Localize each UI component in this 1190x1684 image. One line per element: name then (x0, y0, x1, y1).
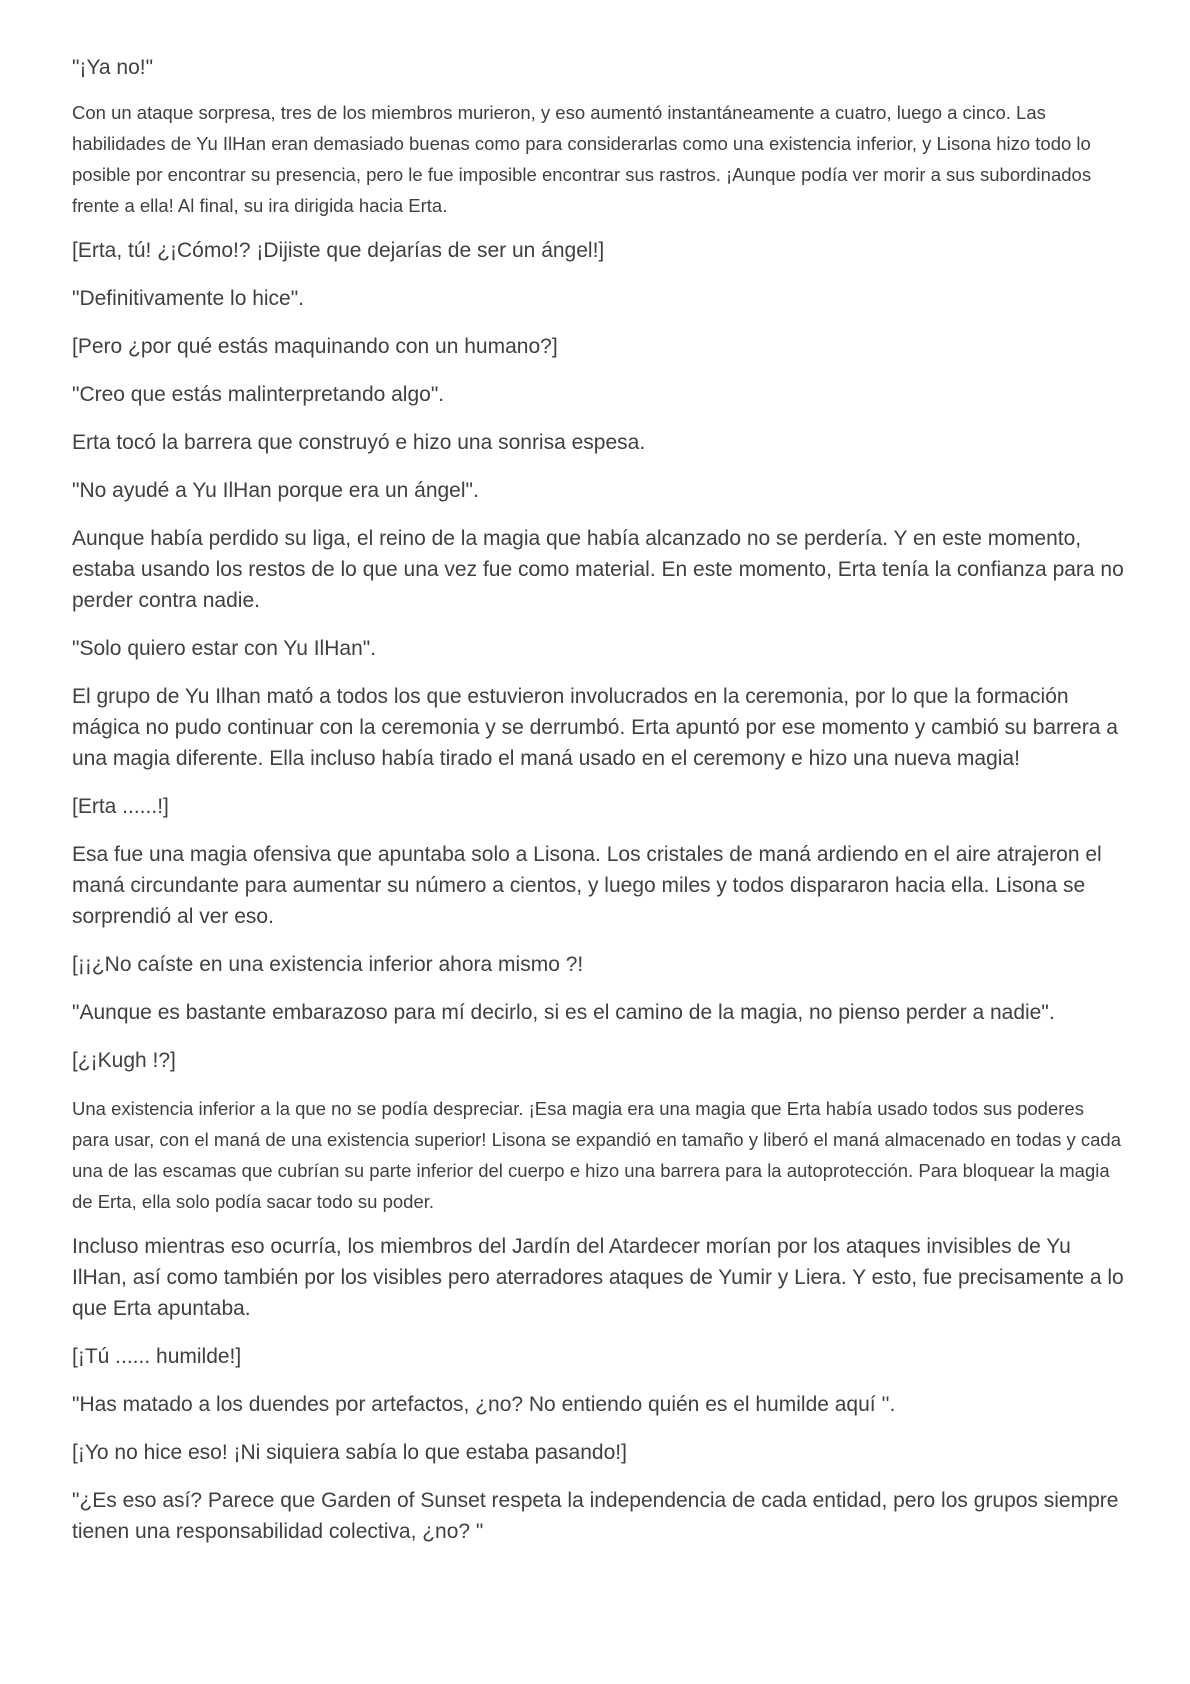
paragraph-3: [Erta, tú! ¿¡Cómo!? ¡Dijiste que dejarías de ser un ángel!] (72, 239, 605, 262)
paragraph-15: "Aunque es bastante embarazoso para mí decirlo, si es el camino de la magia, no pienso perder a nadie". (72, 1001, 1055, 1024)
paragraph-17: Una existencia inferior a la que no se podía despreciar. ¡Esa magia era una magia que Erta había usado todos sus poderes para usar, con el maná de una existencia superior! Lisona se expandió en tamaño y liberó el maná almacenado en todas y cada una de las escamas que cubrían su parte inferior del cuerpo e hizo una barrera para la autoprotección. Para bloquear la magia de Erta, ella solo podía sacar todo su poder. (72, 1098, 1121, 1212)
paragraph-18: Incluso mientras eso ocurría, los miembros del Jardín del Atardecer morían por los ataques invisibles de Yu IlHan, así como también por los visibles pero aterradores ataques de Yumir y Liera. Y esto, fue precisamente a lo que Erta apuntaba. (72, 1235, 1124, 1320)
document-page (72, 52, 1124, 1564)
paragraph-19: [¡Tú ...... humilde!] (72, 1345, 242, 1368)
paragraph-20: "Has matado a los duendes por artefactos, ¿no? No entiendo quién es el humilde aquí ''. (72, 1393, 896, 1416)
paragraph-22: "¿Es eso así? Parece que Garden of Sunset respeta la independencia de cada entidad, pero los grupos siempre tienen una responsabilidad colectiva, ¿no? " (72, 1489, 1119, 1543)
paragraph-12: [Erta ......!] (72, 795, 169, 818)
paragraph-9: Aunque había perdido su liga, el reino de la magia que había alcanzado no se perdería. Y en este momento, estaba usando los restos de lo que una vez fue como material. En este momento, Erta tenía la confianza para no perder contra nadie. (72, 527, 1124, 612)
paragraph-1: "¡Ya no!" (72, 56, 154, 79)
paragraph-10: "Solo quiero estar con Yu IlHan". (72, 637, 377, 660)
paragraph-2: Con un ataque sorpresa, tres de los miembros murieron, y eso aumentó instantáneamente a cuatro, luego a cinco. Las habilidades de Yu IlHan eran demasiado buenas como para considerarlas como una existencia inferior, y Lisona hizo todo lo posible por encontrar su presencia, pero le fue imposible encontrar sus rastros. ¡Aunque podía ver morir a sus subordinados frente a ella! Al final, su ira dirigida hacia Erta. (72, 102, 1092, 216)
paragraph-13: Esa fue una magia ofensiva que apuntaba solo a Lisona. Los cristales de maná ardiendo en el aire atrajeron el maná circundante para aumentar su número a cientos, y luego miles y todos dispararon hacia ella. Lisona se sorprendió al ver eso. (72, 843, 1102, 928)
paragraph-21: [¡Yo no hice eso! ¡Ni siquiera sabía lo que estaba pasando!] (72, 1441, 627, 1464)
paragraph-7: Erta tocó la barrera que construyó e hizo una sonrisa espesa. (72, 431, 646, 454)
paragraph-8: "No ayudé a Yu IlHan porque era un ángel". (72, 479, 479, 502)
paragraph-16: [¿¡Kugh !?] (72, 1049, 176, 1072)
paragraph-6: "Creo que estás malinterpretando algo". (72, 383, 445, 406)
paragraph-11: El grupo de Yu Ilhan mató a todos los que estuvieron involucrados en la ceremonia, por lo que la formación mágica no pudo continuar con la ceremonia y se derrumbó. Erta apuntó por ese momento y cambió su barrera a una magia diferente. Ella incluso había tirado el maná usado en el ceremony e hizo una nueva magia! (72, 685, 1118, 770)
paragraph-4: "Definitivamente lo hice". (72, 287, 305, 310)
paragraph-14: [¡¡¿No caíste en una existencia inferior ahora mismo ?! (72, 953, 584, 976)
paragraph-5: [Pero ¿por qué estás maquinando con un humano?] (72, 335, 558, 358)
